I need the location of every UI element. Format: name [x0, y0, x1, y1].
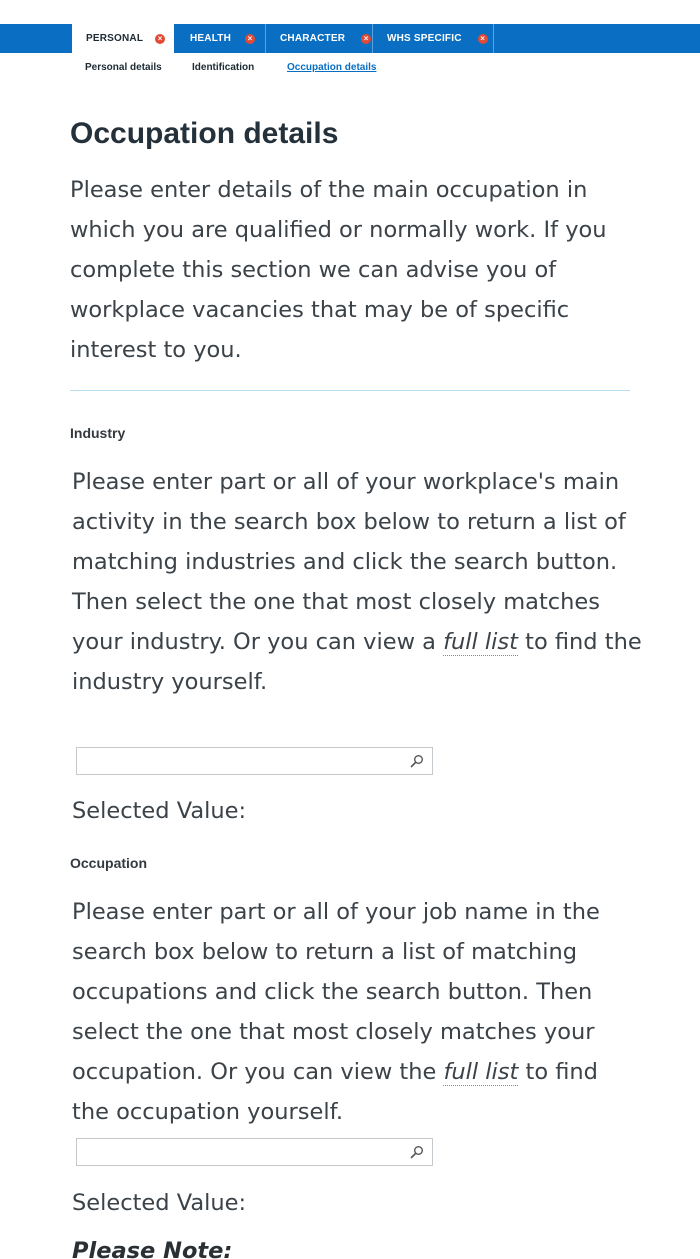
tab-label: CHARACTER: [280, 33, 346, 44]
industry-label: Industry: [70, 425, 126, 441]
industry-help-text: [72, 462, 642, 702]
industry-help-after: to find the industry yourself.: [72, 629, 642, 695]
occupation-search-input[interactable]: [81, 1140, 405, 1166]
occupation-full-list-link[interactable]: full list: [443, 1059, 519, 1085]
close-circle-icon: ×: [155, 34, 165, 44]
occupation-label: Occupation: [70, 855, 148, 871]
occupation-help-text: [72, 892, 642, 1132]
magnifier-icon[interactable]: [410, 1145, 424, 1159]
occupation-help-before: Please enter part or all of your job name in the search box below to return a list of matching occupations and click the search button. Then select the one that most closely matches your occupation. Or you can view the: [72, 899, 600, 1085]
tab-health[interactable]: [174, 24, 266, 53]
industry-selected-value: Selected Value:: [72, 798, 247, 824]
tab-label: PERSONAL: [86, 33, 144, 44]
tab-bar: [0, 24, 700, 53]
tab-label: HEALTH: [190, 33, 232, 44]
magnifier-icon[interactable]: [410, 754, 424, 768]
industry-search-input[interactable]: [81, 749, 405, 775]
industry-search-box: [76, 747, 433, 775]
section-divider: [70, 390, 630, 391]
close-circle-icon: ×: [361, 34, 371, 44]
subnav-identification[interactable]: Identification: [192, 62, 255, 73]
close-circle-icon: ×: [245, 34, 255, 44]
tab-character[interactable]: [266, 24, 373, 53]
intro-text: Please enter details of the main occupation in which you are qualified or normally work. If you complete this section we can advise you of workplace vacancies that may be of specific interest to you.: [70, 177, 607, 363]
page-title: Occupation details: [70, 117, 339, 150]
subnav-occupation-details[interactable]: Occupation details: [287, 62, 377, 73]
occupation-selected-value: Selected Value:: [72, 1190, 247, 1216]
industry-full-list-link[interactable]: full list: [443, 629, 518, 655]
occupation-search-box: [76, 1138, 433, 1166]
please-note-heading: Please Note:: [72, 1238, 233, 1259]
tab-label: WHS SPECIFIC: [387, 33, 462, 44]
tab-personal[interactable]: [72, 24, 174, 53]
close-circle-icon: ×: [478, 34, 488, 44]
occupation-help-after: to find the occupation yourself.: [72, 1059, 598, 1125]
subnav-personal-details[interactable]: Personal details: [85, 62, 162, 73]
tab-whs-specific[interactable]: [373, 24, 494, 53]
industry-help-before: Please enter part or all of your workplace's main activity in the search box below to return a list of matching industries and click the search button. Then select the one that most closely matches your industry. Or you can view a: [72, 469, 626, 655]
